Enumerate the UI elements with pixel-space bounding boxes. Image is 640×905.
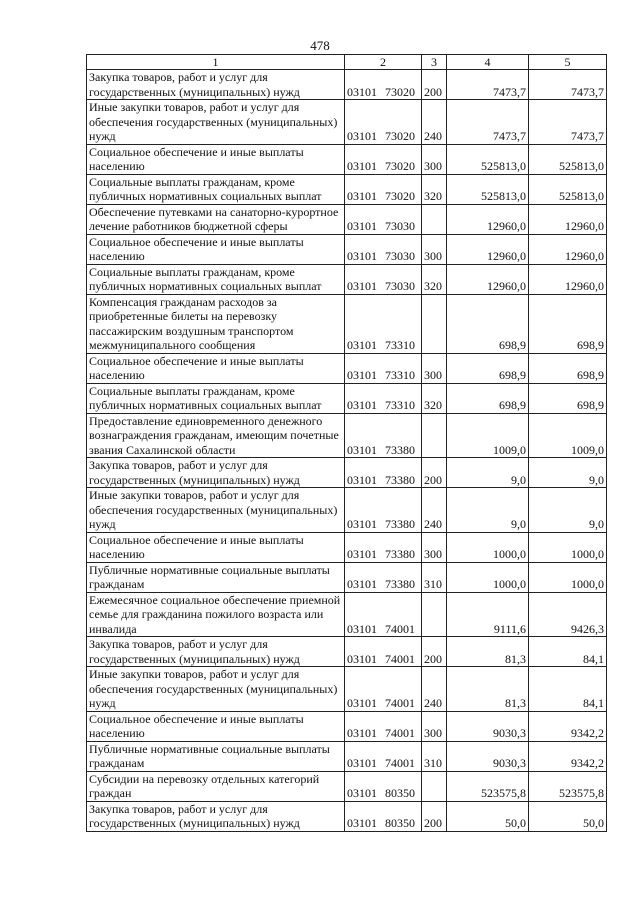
row-code-program: 03101 [347,219,377,233]
row-value-year-1: 50,0 [447,801,529,831]
table-row [87,458,607,488]
row-value-year-1: 1000,0 [447,562,529,592]
row-code-program: 03101 [347,651,377,666]
row-value-year-2: 698,9 [529,294,607,353]
table-row [87,741,607,771]
row-value-year-1: 523575,8 [447,771,529,801]
row-value-year-2: 9,0 [529,458,607,488]
row-value-year-1: 9030,3 [447,741,529,771]
row-expense-type [422,294,447,353]
row-expense-type: 320 [422,383,447,413]
table-row [87,801,607,831]
row-code-direction: 73030 [385,249,415,263]
header-col-4: 4 [447,55,529,70]
row-code [345,637,422,667]
row-name: Закупка товаров, работ и услуг для государственных (муниципальных) нужд [87,801,345,831]
row-code [345,532,422,562]
row-code-program: 03101 [347,159,377,173]
table-row [87,144,607,174]
row-expense-type: 310 [422,741,447,771]
row-code-program: 03101 [347,442,377,457]
row-value-year-1: 698,9 [447,353,529,383]
row-code-program: 03101 [347,189,377,203]
row-code-program: 03101 [347,547,377,561]
row-code-direction: 73310 [385,368,415,382]
row-code [345,592,422,637]
row-expense-type: 240 [422,488,447,533]
row-expense-type: 200 [422,70,447,100]
row-name: Социальное обеспечение и иные выплаты населению [87,353,345,383]
row-code-program: 03101 [347,472,377,487]
row-code-direction: 74001 [385,621,415,636]
row-code-direction: 80350 [385,786,415,800]
row-expense-type: 300 [422,532,447,562]
row-code-program: 03101 [347,84,377,99]
row-value-year-2: 523575,8 [529,771,607,801]
row-value-year-2: 12960,0 [529,204,607,234]
row-code [345,174,422,204]
row-value-year-1: 9111,6 [447,592,529,637]
table-row [87,383,607,413]
row-code-program: 03101 [347,696,377,710]
header-row [87,55,607,70]
page-number: 478 [310,38,330,53]
row-expense-type: 200 [422,637,447,667]
row-value-year-2: 84,1 [529,637,607,667]
row-expense-type: 200 [422,801,447,831]
row-code-program: 03101 [347,786,377,800]
row-name: Публичные нормативные социальные выплаты гражданам [87,562,345,592]
row-expense-type [422,592,447,637]
budget-table [86,54,607,832]
row-name: Иные закупки товаров, работ и услуг для обеспечения государственных (муниципальных) нужд [87,100,345,145]
row-code-direction: 73020 [385,159,415,173]
row-name: Предоставление единовременного денежного вознаграждения гражданам, имеющим почетные звания Сахалинской области [87,413,345,458]
row-name: Социальное обеспечение и иные выплаты населению [87,532,345,562]
row-value-year-2: 12960,0 [529,234,607,264]
row-expense-type: 200 [422,458,447,488]
row-code [345,741,422,771]
header-col-3: 3 [422,55,447,70]
row-code-direction: 73310 [385,338,415,352]
row-expense-type: 320 [422,174,447,204]
row-code [345,458,422,488]
row-name: Компенсация гражданам расходов за приобретенные билеты на перевозку пассажирским воздушным транспортом межмуниципального сообщения [87,294,345,353]
row-name: Субсидии на перевозку отдельных категорий граждан [87,771,345,801]
row-code-program: 03101 [347,816,377,830]
row-code-direction: 73380 [385,547,415,561]
row-value-year-2: 9342,2 [529,711,607,741]
row-code-program: 03101 [347,338,377,352]
row-expense-type [422,771,447,801]
row-code [345,144,422,174]
row-expense-type: 300 [422,353,447,383]
row-code-program: 03101 [347,517,377,531]
table-row [87,70,607,100]
table-row [87,294,607,353]
table-row [87,562,607,592]
row-code-direction: 73380 [385,517,415,531]
row-value-year-1: 12960,0 [447,234,529,264]
table-row [87,234,607,264]
row-value-year-1: 9,0 [447,458,529,488]
row-name: Социальные выплаты гражданам, кроме публичных нормативных социальных выплат [87,383,345,413]
row-value-year-2: 698,9 [529,353,607,383]
row-code [345,771,422,801]
table-row [87,637,607,667]
row-name: Социальное обеспечение и иные выплаты населению [87,144,345,174]
row-code-program: 03101 [347,249,377,263]
row-value-year-2: 50,0 [529,801,607,831]
row-value-year-1: 1000,0 [447,532,529,562]
row-value-year-1: 81,3 [447,667,529,712]
table-row [87,771,607,801]
row-code-direction: 74001 [385,651,415,666]
row-value-year-1: 7473,7 [447,100,529,145]
row-expense-type: 310 [422,562,447,592]
row-code-direction: 73380 [385,472,415,487]
table-row [87,488,607,533]
table-row [87,100,607,145]
row-code-direction: 73030 [385,219,415,233]
row-expense-type [422,413,447,458]
row-value-year-1: 1009,0 [447,413,529,458]
row-value-year-2: 7473,7 [529,100,607,145]
header-col-5: 5 [529,55,607,70]
row-code [345,801,422,831]
header-col-1: 1 [87,55,345,70]
table-row [87,204,607,234]
row-code-program: 03101 [347,129,377,143]
row-code [345,70,422,100]
row-code-program: 03101 [347,577,377,591]
row-value-year-1: 698,9 [447,383,529,413]
row-value-year-2: 9426,3 [529,592,607,637]
row-code [345,667,422,712]
table-row [87,592,607,637]
row-value-year-1: 81,3 [447,637,529,667]
row-value-year-2: 1009,0 [529,413,607,458]
table-row [87,264,607,294]
row-value-year-2: 9,0 [529,488,607,533]
row-value-year-1: 12960,0 [447,264,529,294]
row-name: Иные закупки товаров, работ и услуг для обеспечения государственных (муниципальных) нужд [87,488,345,533]
row-expense-type: 300 [422,234,447,264]
row-value-year-1: 12960,0 [447,204,529,234]
row-value-year-1: 698,9 [447,294,529,353]
row-code-direction: 73020 [385,84,415,99]
row-name: Ежемесячное социальное обеспечение приемной семье для гражданина пожилого возраста или инвалида [87,592,345,637]
row-code [345,264,422,294]
row-value-year-2: 12960,0 [529,264,607,294]
row-expense-type: 300 [422,144,447,174]
row-value-year-2: 1000,0 [529,532,607,562]
row-code-direction: 73030 [385,279,415,293]
row-code-direction: 73380 [385,577,415,591]
row-code [345,488,422,533]
row-code-direction: 74001 [385,696,415,710]
row-code-program: 03101 [347,621,377,636]
row-value-year-1: 9,0 [447,488,529,533]
row-name: Обеспечение путевками на санаторно-курортное лечение работников бюджетной сферы [87,204,345,234]
row-code-program: 03101 [347,368,377,382]
row-code [345,204,422,234]
row-expense-type: 240 [422,100,447,145]
header-col-2: 2 [345,55,422,70]
row-expense-type: 240 [422,667,447,712]
table-header [87,55,607,70]
row-code [345,353,422,383]
table-row [87,353,607,383]
row-value-year-2: 9342,2 [529,741,607,771]
row-value-year-2: 84,1 [529,667,607,712]
row-code [345,100,422,145]
row-code-program: 03101 [347,279,377,293]
row-code-program: 03101 [347,398,377,412]
row-code [345,413,422,458]
row-code-program: 03101 [347,756,377,770]
table-row [87,174,607,204]
row-code [345,234,422,264]
row-code-direction: 73020 [385,129,415,143]
row-name: Социальное обеспечение и иные выплаты населению [87,234,345,264]
row-name: Социальные выплаты гражданам, кроме публичных нормативных социальных выплат [87,264,345,294]
row-value-year-2: 525813,0 [529,144,607,174]
row-value-year-2: 7473,7 [529,70,607,100]
row-code [345,562,422,592]
table-row [87,711,607,741]
row-code-program: 03101 [347,726,377,740]
table-body [87,70,607,832]
row-code-direction: 74001 [385,726,415,740]
row-name: Закупка товаров, работ и услуг для государственных (муниципальных) нужд [87,637,345,667]
row-value-year-1: 7473,7 [447,70,529,100]
row-value-year-1: 525813,0 [447,144,529,174]
row-code-direction: 80350 [385,816,415,830]
row-expense-type [422,204,447,234]
row-expense-type: 300 [422,711,447,741]
row-name: Закупка товаров, работ и услуг для государственных (муниципальных) нужд [87,458,345,488]
row-value-year-1: 525813,0 [447,174,529,204]
row-code-direction: 73380 [385,442,415,457]
row-code [345,711,422,741]
row-expense-type: 320 [422,264,447,294]
row-name: Публичные нормативные социальные выплаты гражданам [87,741,345,771]
row-code-direction: 74001 [385,756,415,770]
table-row [87,667,607,712]
row-code [345,383,422,413]
row-value-year-1: 9030,3 [447,711,529,741]
row-value-year-2: 525813,0 [529,174,607,204]
table-row [87,532,607,562]
row-code-direction: 73020 [385,189,415,203]
row-code-direction: 73310 [385,398,415,412]
row-name: Закупка товаров, работ и услуг для государственных (муниципальных) нужд [87,70,345,100]
row-name: Социальное обеспечение и иные выплаты населению [87,711,345,741]
row-value-year-2: 698,9 [529,383,607,413]
table-row [87,413,607,458]
row-name: Социальные выплаты гражданам, кроме публичных нормативных социальных выплат [87,174,345,204]
row-code [345,294,422,353]
row-name: Иные закупки товаров, работ и услуг для обеспечения государственных (муниципальных) нужд [87,667,345,712]
row-value-year-2: 1000,0 [529,562,607,592]
